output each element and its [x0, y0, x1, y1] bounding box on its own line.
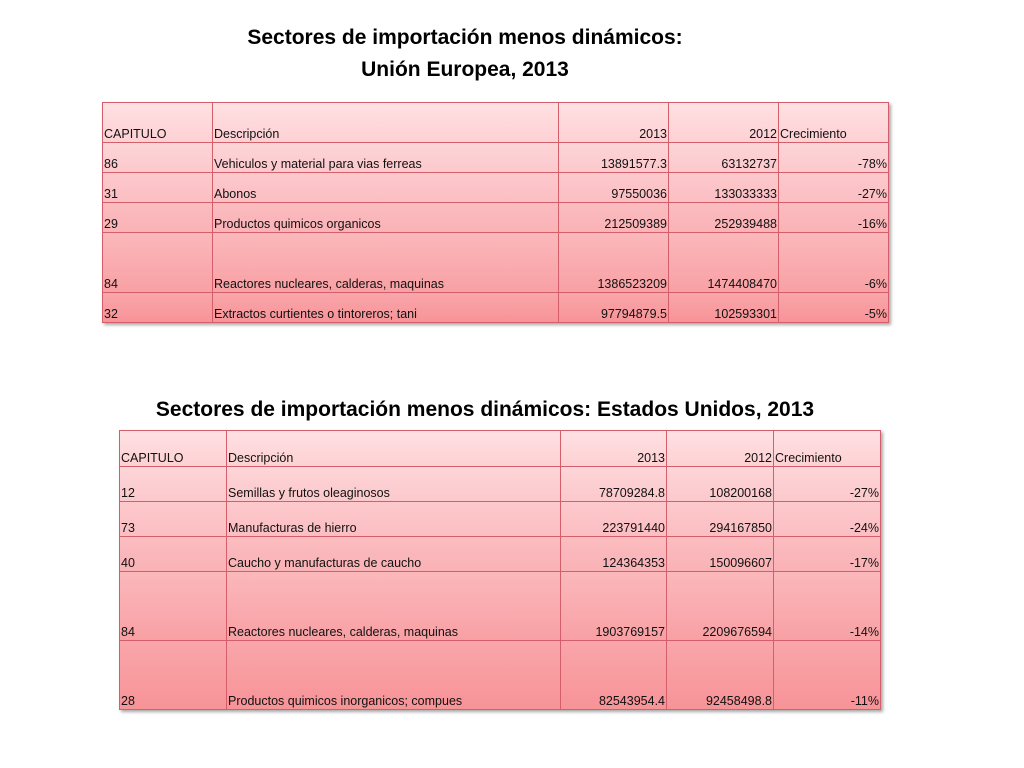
eu-import-table: [102, 102, 889, 323]
table-row: [120, 572, 881, 641]
cell-crecimiento: -27%: [779, 173, 889, 203]
cell-crecimiento: -11%: [774, 641, 881, 710]
table-row: [120, 502, 881, 537]
cell-2013: 82543954.4: [561, 641, 667, 710]
header-2013: 2013: [561, 431, 667, 467]
cell-2012: 1474408470: [669, 233, 779, 293]
cell-crecimiento: -14%: [774, 572, 881, 641]
table-header-row: [120, 431, 881, 467]
cell-descripcion: Reactores nucleares, calderas, maquinas: [227, 572, 561, 641]
us-title: Sectores de importación menos dinámicos: Estados Unidos, 2013: [155, 398, 815, 421]
cell-2013: 124364353: [561, 537, 667, 572]
cell-capitulo: 29: [103, 203, 213, 233]
cell-2013: 1386523209: [559, 233, 669, 293]
cell-descripcion: Extractos curtientes o tintoreros; tani: [213, 293, 559, 323]
cell-descripcion: Vehiculos y material para vias ferreas: [213, 143, 559, 173]
cell-descripcion: Abonos: [213, 173, 559, 203]
cell-crecimiento: -17%: [774, 537, 881, 572]
cell-descripcion: Semillas y frutos oleaginosos: [227, 467, 561, 502]
cell-capitulo: 12: [120, 467, 227, 502]
cell-capitulo: 31: [103, 173, 213, 203]
cell-crecimiento: -24%: [774, 502, 881, 537]
cell-2013: 1903769157: [561, 572, 667, 641]
header-capitulo: CAPITULO: [120, 431, 227, 467]
header-descripcion: Descripción: [227, 431, 561, 467]
cell-descripcion: Productos quimicos inorganicos; compues: [227, 641, 561, 710]
eu-title-line1: Sectores de importación menos dinámicos:: [247, 26, 683, 49]
cell-2012: 2209676594: [667, 572, 774, 641]
cell-2013: 78709284.8: [561, 467, 667, 502]
us-import-table: [119, 430, 881, 710]
header-capitulo: CAPITULO: [103, 103, 213, 143]
eu-title-line2: Unión Europea, 2013: [361, 58, 569, 81]
cell-2013: 223791440: [561, 502, 667, 537]
cell-descripcion: Caucho y manufacturas de caucho: [227, 537, 561, 572]
cell-crecimiento: -6%: [779, 233, 889, 293]
cell-descripcion: Productos quimicos organicos: [213, 203, 559, 233]
table-row: [103, 233, 889, 293]
cell-2012: 63132737: [669, 143, 779, 173]
cell-descripcion: Manufacturas de hierro: [227, 502, 561, 537]
cell-2012: 294167850: [667, 502, 774, 537]
header-2012: 2012: [667, 431, 774, 467]
header-2013: 2013: [559, 103, 669, 143]
cell-capitulo: 40: [120, 537, 227, 572]
cell-capitulo: 84: [120, 572, 227, 641]
table-row: [120, 467, 881, 502]
table-header-row: [103, 103, 889, 143]
table-row: [103, 293, 889, 323]
table-row: [103, 173, 889, 203]
table-row: [103, 143, 889, 173]
cell-2013: 97550036: [559, 173, 669, 203]
table-row: [103, 203, 889, 233]
cell-capitulo: 86: [103, 143, 213, 173]
cell-capitulo: 73: [120, 502, 227, 537]
cell-2013: 13891577.3: [559, 143, 669, 173]
cell-crecimiento: -16%: [779, 203, 889, 233]
cell-2012: 150096607: [667, 537, 774, 572]
table-row: [120, 641, 881, 710]
cell-descripcion: Reactores nucleares, calderas, maquinas: [213, 233, 559, 293]
cell-2012: 108200168: [667, 467, 774, 502]
cell-capitulo: 28: [120, 641, 227, 710]
cell-2012: 252939488: [669, 203, 779, 233]
cell-crecimiento: -78%: [779, 143, 889, 173]
header-crecimiento: Crecimiento: [774, 431, 881, 467]
cell-crecimiento: -27%: [774, 467, 881, 502]
header-crecimiento: Crecimiento: [779, 103, 889, 143]
eu-title: [150, 22, 780, 86]
cell-2013: 212509389: [559, 203, 669, 233]
cell-2012: 102593301: [669, 293, 779, 323]
cell-2013: 97794879.5: [559, 293, 669, 323]
cell-2012: 92458498.8: [667, 641, 774, 710]
table-row: [120, 537, 881, 572]
cell-capitulo: 84: [103, 233, 213, 293]
header-2012: 2012: [669, 103, 779, 143]
cell-capitulo: 32: [103, 293, 213, 323]
cell-crecimiento: -5%: [779, 293, 889, 323]
cell-2012: 133033333: [669, 173, 779, 203]
header-descripcion: Descripción: [213, 103, 559, 143]
